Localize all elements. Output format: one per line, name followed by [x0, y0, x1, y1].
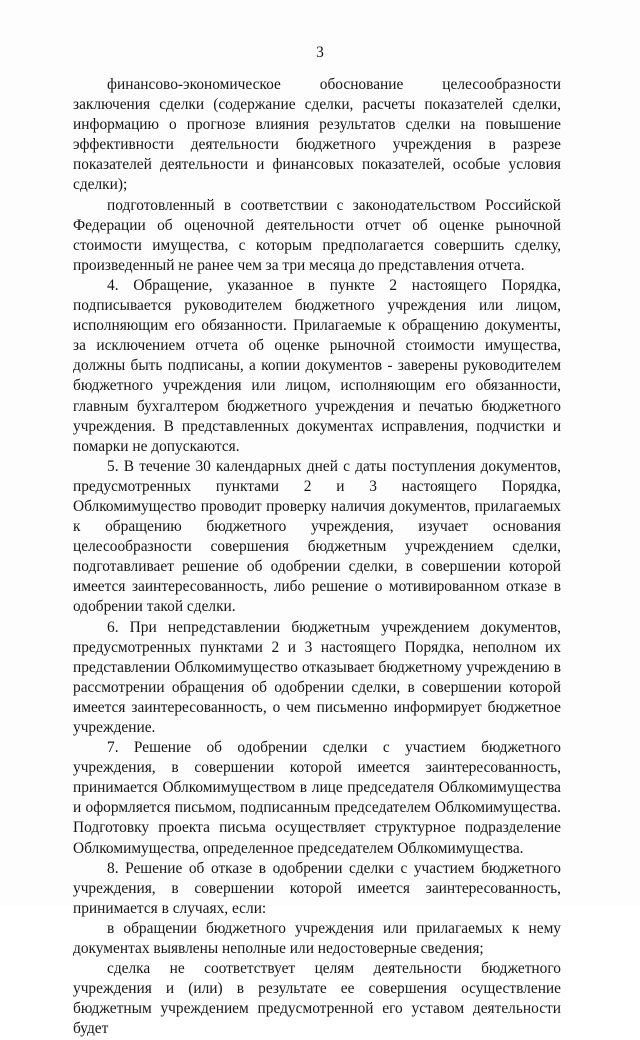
paragraph-item-4: 4. Обращение, указанное в пункте 2 настоящего Порядка, подписывается руководителем бюджетного учреждения или лицом, исполняющим его обязанности. Прилагаемые к обращению документы, за исключением отчета об оценке рыночной стоимости имущества, должны быть подписаны, а копии документов - заверены руководителем бюджетного учреждения или лицом, исполняющим его обязанности, главным бухгалтером бюджетного учреждения и печатью бюджетного учреждения. В представленных документах исправления, подчистки и помарки не допускаются. — [73, 276, 561, 455]
paragraph-purpose-mismatch: сделка не соответствует целям деятельности бюджетного учреждения и (или) в результате ее совершения осуществление бюджетным учреждением предусмотренной его уставом деятельности будет — [73, 960, 561, 1038]
paragraph-justification: финансово-экономическое обоснование целесообразности заключения сделки (содержание сделки, расчеты показателей сделки, информацию о прогнозе влияния результатов сделки на повышение эффективности деятельности бюджетного учреждения в разрезе показателей деятельности и финансовых показателей, особые условия сделки); — [73, 76, 561, 194]
paragraph-item-7: 7. Решение об одобрении сделки с участием бюджетного учреждения, в совершении которой имеется заинтересованность, принимается Облкомимуществом в лице председателя Облкомимущества и оформляется письмом, подписанным председателем Облкомимущества. Подготовку проекта письма осуществляет структурное подразделение Облкомимущества, определенное председателем Облкомимущества. — [73, 739, 561, 857]
document-body — [73, 75, 561, 1040]
paragraph-item-6: 6. При непредставлении бюджетным учреждением документов, предусмотренных пунктами 2 и 3 настоящего Порядка, неполном их представлении Облкомимущество отказывает бюджетному учреждению в рассмотрении обращения об одобрении сделки, в совершении которой имеется заинтересованность, о чем письменно информирует бюджетное учреждение. — [73, 618, 561, 736]
paragraph-valuation-report: подготовленный в соответствии с законодательством Российской Федерации об оценочной деятельности отчет об оценке рыночной стоимости имущества, с которым предполагается совершить сделку, произведенный не ранее чем за три месяца до представления отчета. — [73, 196, 561, 274]
paragraph-incomplete-info: в обращении бюджетного учреждения или прилагаемых к нему документах выявлены неполные или недостоверные сведения; — [73, 919, 561, 958]
paragraph-item-5: 5. В течение 30 календарных дней с даты поступления документов, предусмотренных пунктами 2 и 3 настоящего Порядка, Облкомимущество проводит проверку наличия документов, прилагаемых к обращению бюджетного учреждения, изучает основания целесообразности совершения бюджетным учреждением сделки, подготавливает решение об одобрении сделки, в совершении которой имеется заинтересованность, либо решение о мотивированном отказе в одобрении такой сделки. — [73, 457, 561, 616]
paragraph-item-8: 8. Решение об отказе в одобрении сделки с участием бюджетного учреждения, в совершении которой имеется заинтересованность, принимается в случаях, если: — [73, 859, 561, 917]
page-number: 3 — [316, 44, 324, 61]
